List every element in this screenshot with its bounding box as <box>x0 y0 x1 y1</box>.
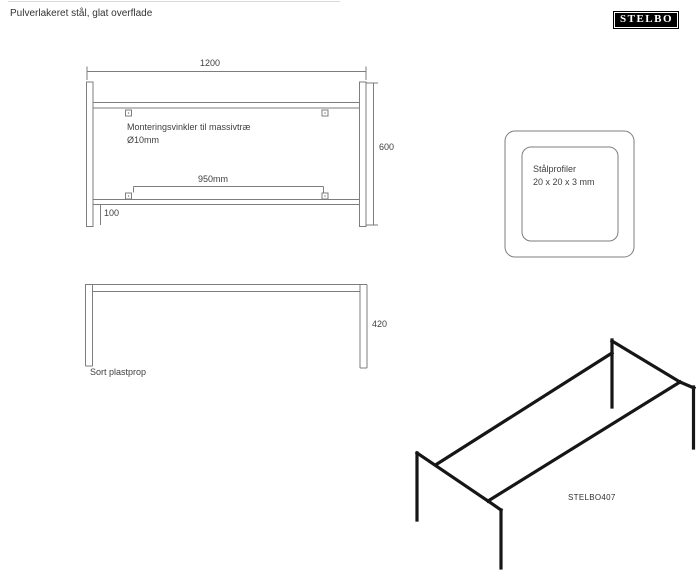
dim-100-label: 100 <box>104 208 120 218</box>
dim-950-lines <box>134 187 324 193</box>
front-bottom-rail <box>87 200 366 205</box>
dim-950-label: 950mm <box>197 174 228 184</box>
front-top-rail <box>87 103 366 109</box>
profile-note <box>533 163 595 188</box>
side-view-drawing <box>85 285 367 369</box>
finish-note: Pulverlakeret stål, glat overflade <box>10 8 153 19</box>
profile-inner-wall <box>522 147 618 241</box>
dim-600-lines <box>366 83 378 225</box>
foot-cap-label: Sort plastprop <box>90 367 147 377</box>
brand-logo-text: STELBO <box>615 13 677 27</box>
dim-1200-label: 1200 <box>199 58 221 68</box>
front-left-post <box>87 82 94 227</box>
profile-note-line1: Stålprofiler <box>533 164 577 174</box>
mounting-note-line1: Monteringsvinkler til massivtræ <box>127 122 251 132</box>
side-left-leg <box>86 285 93 367</box>
dim-600-label: 600 <box>379 142 395 152</box>
profile-detail-drawing <box>505 131 634 257</box>
model-number-label: STELBO407 <box>568 493 616 502</box>
iso-rail-back-left <box>437 353 612 464</box>
dim-420-label: 420 <box>372 319 388 329</box>
side-right-leg <box>360 285 367 369</box>
iso-sketch <box>417 340 694 568</box>
iso-rail-front-right <box>488 382 680 501</box>
mounting-note-line2: Ø10mm <box>127 134 160 145</box>
iso-corner-stub-front <box>488 501 501 510</box>
mounting-note <box>127 121 251 146</box>
iso-rail-front-left <box>417 453 488 501</box>
front-right-post <box>360 82 367 227</box>
iso-rail-back-right <box>612 341 680 382</box>
profile-note-line2: 20 x 20 x 3 mm <box>533 176 595 187</box>
front-view-drawing <box>87 67 379 227</box>
